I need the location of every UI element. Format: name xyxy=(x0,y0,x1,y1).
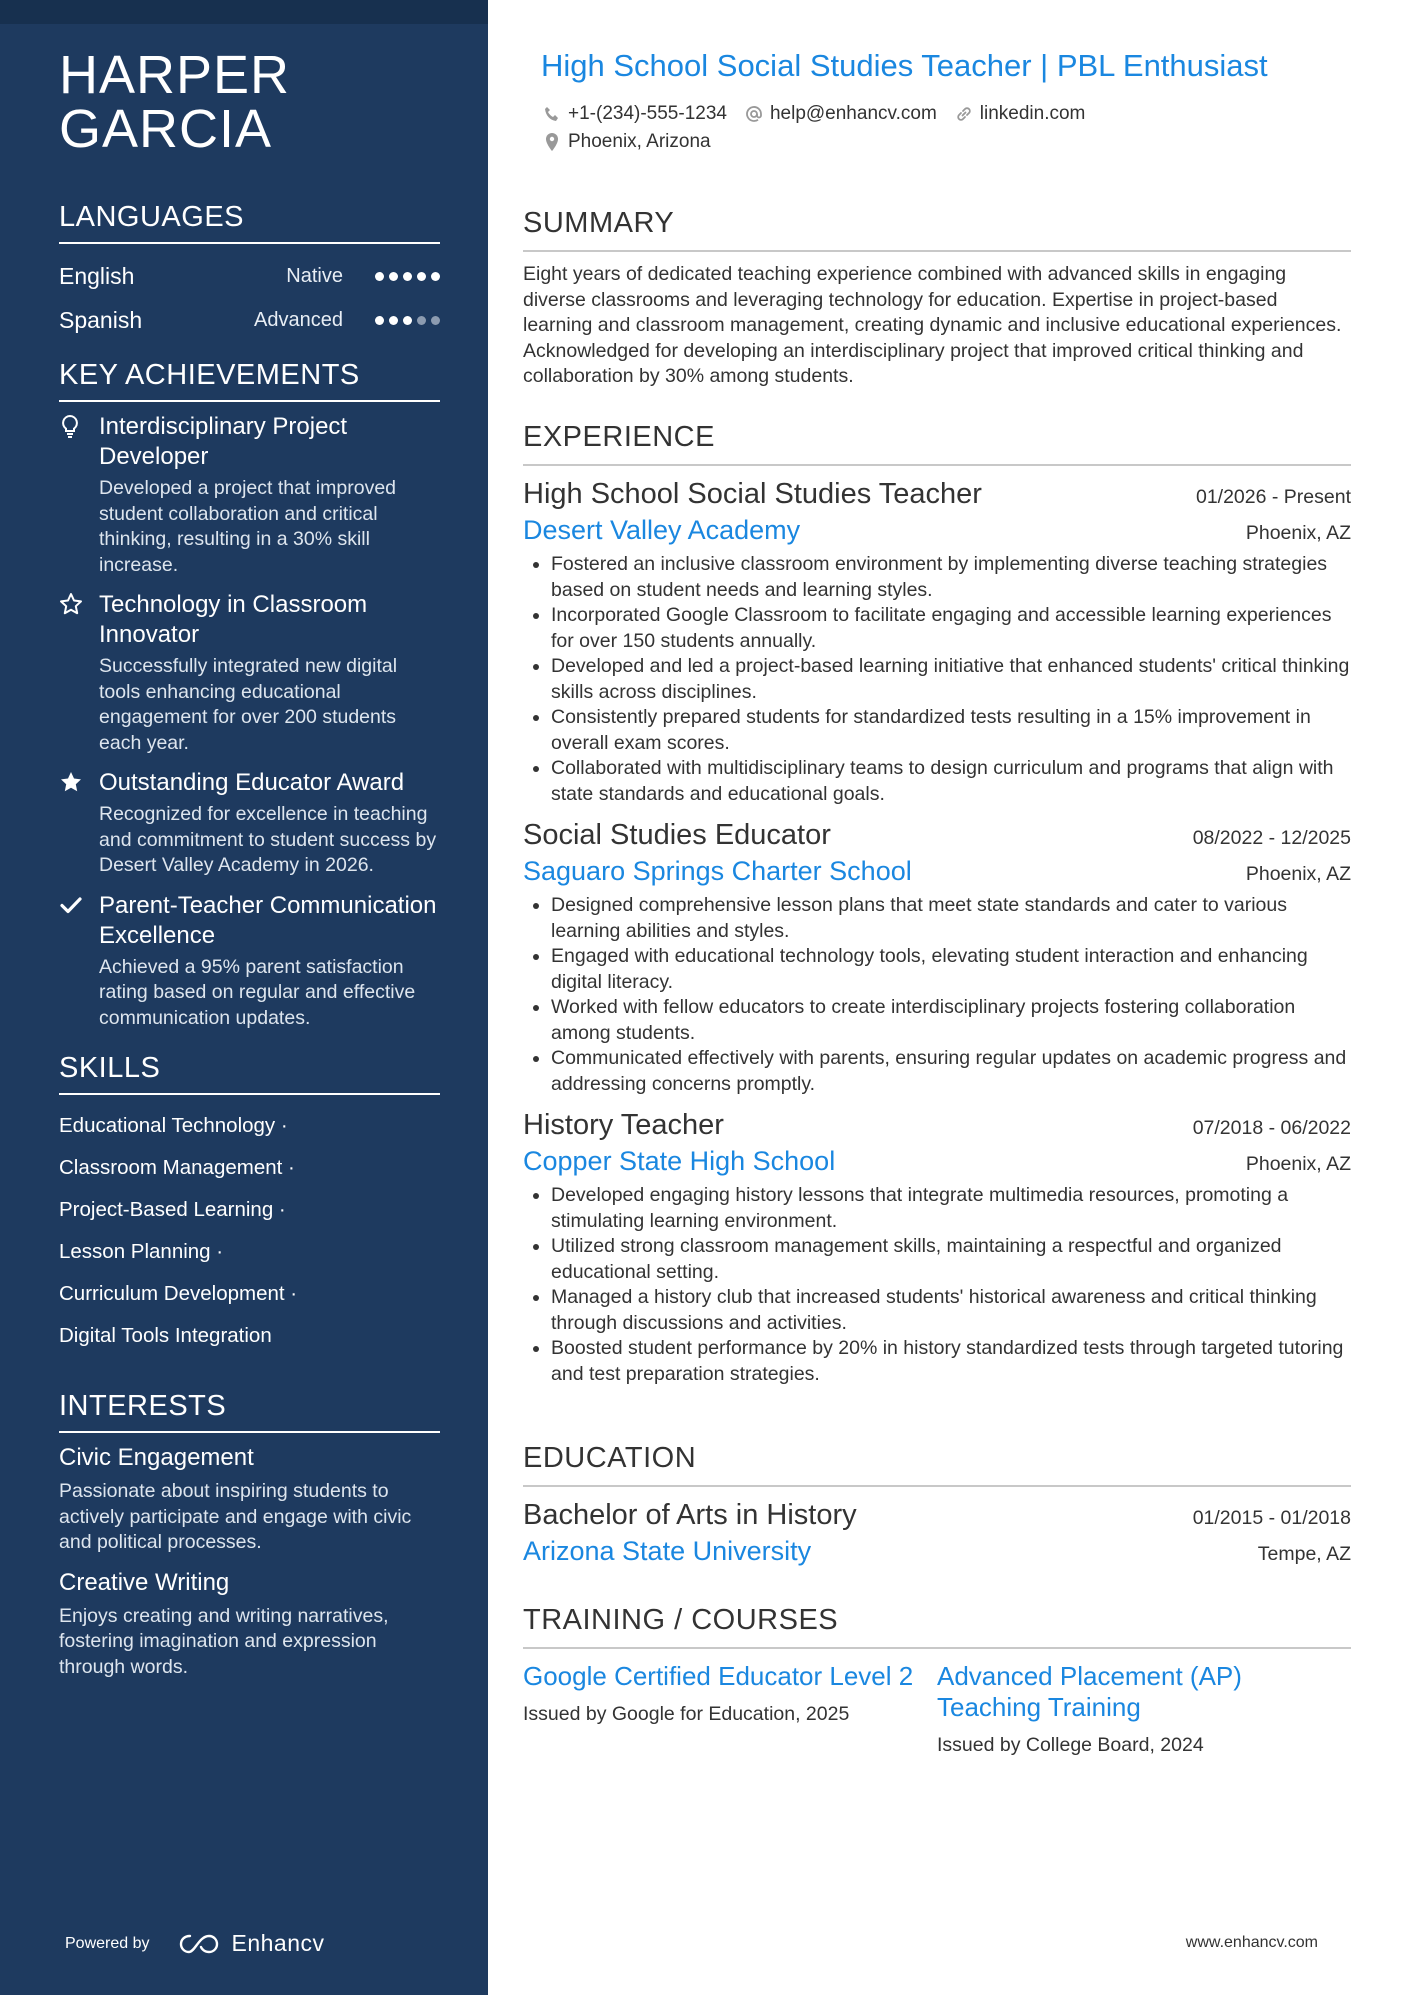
course-issuer: Issued by Google for Education, 2025 xyxy=(523,1703,850,1725)
interest-title: Creative Writing xyxy=(59,1568,230,1596)
skill-item: Curriculum Development · xyxy=(59,1282,298,1305)
achievement-desc: Recognized for excellence in teaching and commitment to student success by Desert Valley Academy in 2026. xyxy=(99,803,437,876)
proficiency-dots xyxy=(375,316,440,325)
link-icon xyxy=(955,105,973,123)
summary-heading: SUMMARY xyxy=(523,206,1351,252)
phone-text: +1-(234)-555-1234 xyxy=(568,103,727,124)
job-title: Social Studies Educator xyxy=(523,819,831,851)
education-entry xyxy=(523,1497,1351,1569)
school-location: Tempe, AZ xyxy=(1257,1543,1351,1565)
job-location: Phoenix, AZ xyxy=(1245,863,1351,885)
contact-email[interactable] xyxy=(745,103,937,125)
course-item xyxy=(523,1661,937,1758)
achievement-title: Outstanding Educator Award xyxy=(99,769,405,796)
skills-heading: SKILLS xyxy=(59,1051,440,1095)
job-bullets xyxy=(523,1183,1351,1387)
first-name: HARPER xyxy=(59,45,291,105)
interest-desc: Enjoys creating and writing narratives, fostering imagination and expression through words. xyxy=(59,1604,389,1678)
job-bullet: • Utilized strong classroom management skills, maintaining a respectful and organized educational setting. xyxy=(551,1234,1351,1285)
powered-by xyxy=(65,1930,325,1957)
interest-item xyxy=(59,1568,440,1681)
star-filled-icon xyxy=(59,768,99,879)
enhancv-logo-icon xyxy=(178,1932,224,1956)
job-bullet: • Collaborated with multidisciplinary teams to design curriculum and programs that align with state standards and educational goals. xyxy=(551,756,1351,807)
location-pin-icon xyxy=(543,132,561,152)
job-title: High School Social Studies Teacher xyxy=(523,478,982,510)
interests-heading: INTERESTS xyxy=(59,1389,440,1433)
achievement-title: Parent-Teacher Communication Excellence xyxy=(99,891,437,949)
job-entry xyxy=(523,817,1351,1097)
degree-title: Bachelor of Arts in History xyxy=(523,1499,857,1531)
powered-by-label: Powered by xyxy=(65,1934,150,1952)
achievement-desc: Successfully integrated new digital tools enhancing educational engagement for over 200 students each year. xyxy=(99,655,398,754)
job-bullet: • Incorporated Google Classroom to facilitate engaging and accessible learning experiences for over 150 students annually. xyxy=(551,603,1351,654)
star-outline-icon xyxy=(59,590,99,756)
achievements-heading: KEY ACHIEVEMENTS xyxy=(59,358,440,402)
job-entry xyxy=(523,1107,1351,1387)
job-organization: Desert Valley Academy xyxy=(523,515,801,545)
proficiency-dot xyxy=(375,316,384,325)
job-bullet: • Communicated effectively with parents, ensuring regular updates on academic progress and addressing concerns promptly. xyxy=(551,1046,1351,1097)
course-title: Advanced Placement (AP) Teaching Training xyxy=(937,1661,1242,1722)
proficiency-dots xyxy=(375,272,440,281)
job-bullet: • Developed and led a project-based learning initiative that enhanced students' critical thinking skills across disciplines. xyxy=(551,654,1351,705)
last-name: GARCIA xyxy=(59,99,273,159)
experience-heading: EXPERIENCE xyxy=(523,420,1351,466)
school-name: Arizona State University xyxy=(523,1536,812,1566)
contact-phone xyxy=(543,103,727,125)
course-item xyxy=(937,1661,1351,1758)
contact-linkedin[interactable] xyxy=(955,103,1086,125)
achievement-desc: Developed a project that improved student collaboration and critical thinking, resulting in a 30% skill increase. xyxy=(99,477,397,576)
language-row xyxy=(59,254,440,298)
contact-info xyxy=(543,100,1103,156)
achievement-item xyxy=(59,891,440,1032)
proficiency-dot xyxy=(389,316,398,325)
headline: High School Social Studies Teacher | PBL Enthusiast xyxy=(541,48,1268,83)
languages-heading: LANGUAGES xyxy=(59,200,440,244)
email-text: help@enhancv.com xyxy=(769,103,937,124)
proficiency-dot xyxy=(403,272,412,281)
at-icon xyxy=(745,105,763,123)
proficiency-dot xyxy=(417,272,426,281)
achievement-item xyxy=(59,590,440,756)
proficiency-dot xyxy=(375,272,384,281)
language-row xyxy=(59,298,440,342)
skill-item: Project-Based Learning · xyxy=(59,1198,286,1221)
job-bullets xyxy=(523,552,1351,807)
skill-item: Digital Tools Integration xyxy=(59,1324,272,1347)
skill-item: Lesson Planning · xyxy=(59,1240,224,1263)
proficiency-dot xyxy=(431,272,440,281)
job-title: History Teacher xyxy=(523,1109,724,1141)
experience-section xyxy=(523,420,1351,1387)
checkmark-icon xyxy=(59,891,99,1032)
training-heading: TRAINING / COURSES xyxy=(523,1603,1351,1649)
education-section xyxy=(523,1441,1351,1569)
candidate-name xyxy=(59,45,440,159)
job-bullet: • Boosted student performance by 20% in history standardized tests through targeted tutoring and test preparation strategies. xyxy=(551,1336,1351,1387)
lightbulb-icon xyxy=(59,412,99,578)
training-section xyxy=(523,1603,1351,1758)
job-bullet: • Engaged with educational technology tools, elevating student interaction and enhancing digital literacy. xyxy=(551,944,1351,995)
summary-section xyxy=(523,206,1351,390)
proficiency-dot-empty xyxy=(431,316,440,325)
job-bullet: • Worked with fellow educators to create interdisciplinary projects fostering collaboration among students. xyxy=(551,995,1351,1046)
job-bullet: • Managed a history club that increased students' historical awareness and critical thinking through discussions and activities. xyxy=(551,1285,1351,1336)
job-bullet: • Developed engaging history lessons that integrate multimedia resources, promoting a stimulating learning environment. xyxy=(551,1183,1351,1234)
achievement-item xyxy=(59,412,440,578)
job-bullet: • Designed comprehensive lesson plans that meet state standards and cater to various learning abilities and styles. xyxy=(551,893,1351,944)
skills-list xyxy=(59,1105,440,1357)
job-dates: 01/2026 - Present xyxy=(1195,486,1351,508)
skill-item: Classroom Management · xyxy=(59,1156,295,1179)
proficiency-dot xyxy=(403,316,412,325)
sidebar-top-bar xyxy=(0,0,488,24)
linkedin-text: linkedin.com xyxy=(979,103,1086,124)
language-level: Native xyxy=(286,264,343,287)
achievement-desc: Achieved a 95% parent satisfaction rating based on regular and effective communication updates. xyxy=(99,955,416,1029)
interest-item xyxy=(59,1443,440,1556)
footer-url[interactable]: www.enhancv.com xyxy=(1185,1934,1318,1951)
location-text: Phoenix, Arizona xyxy=(568,131,711,152)
job-dates: 07/2018 - 06/2022 xyxy=(1192,1117,1351,1139)
language-level: Advanced xyxy=(254,308,343,331)
education-dates: 01/2015 - 01/2018 xyxy=(1192,1507,1351,1529)
phone-icon xyxy=(543,105,561,123)
interest-desc: Passionate about inspiring students to actively participate and engage with civic and political processes. xyxy=(59,1480,412,1553)
job-location: Phoenix, AZ xyxy=(1245,1153,1351,1175)
contact-location xyxy=(543,131,711,153)
skill-item: Educational Technology · xyxy=(59,1114,288,1137)
job-dates: 08/2022 - 12/2025 xyxy=(1192,827,1351,849)
achievement-title: Interdisciplinary Project Developer xyxy=(99,413,348,470)
course-title: Google Certified Educator Level 2 xyxy=(523,1661,914,1691)
summary-text: Eight years of dedicated teaching experience combined with advanced skills in engaging diverse classrooms and leveraging technology for education. Expertise in project-based learning and classroom management, creating dynamic and inclusive educational experiences. Acknowledged for developing an interdisciplinary project that improved critical thinking and collaboration by 30% among students. xyxy=(523,263,1342,387)
job-organization: Saguaro Springs Charter School xyxy=(523,856,912,886)
interest-title: Civic Engagement xyxy=(59,1444,254,1471)
job-location: Phoenix, AZ xyxy=(1245,522,1351,544)
brand-name: Enhancv xyxy=(231,1930,325,1956)
job-bullet: • Fostered an inclusive classroom environment by implementing diverse teaching strategies based on student needs and learning styles. xyxy=(551,552,1351,603)
language-name: English xyxy=(59,262,135,289)
achievement-item xyxy=(59,768,440,879)
achievement-title: Technology in Classroom Innovator xyxy=(99,591,368,648)
language-name: Spanish xyxy=(59,306,143,333)
proficiency-dot-empty xyxy=(417,316,426,325)
job-bullet: • Consistently prepared students for standardized tests resulting in a 15% improvement in overall exam scores. xyxy=(551,705,1351,756)
course-issuer: Issued by College Board, 2024 xyxy=(937,1734,1204,1756)
sidebar xyxy=(0,0,488,1995)
job-bullets xyxy=(523,893,1351,1097)
proficiency-dot xyxy=(389,272,398,281)
education-heading: EDUCATION xyxy=(523,1441,1351,1487)
job-organization: Copper State High School xyxy=(523,1146,836,1176)
job-entry xyxy=(523,476,1351,807)
